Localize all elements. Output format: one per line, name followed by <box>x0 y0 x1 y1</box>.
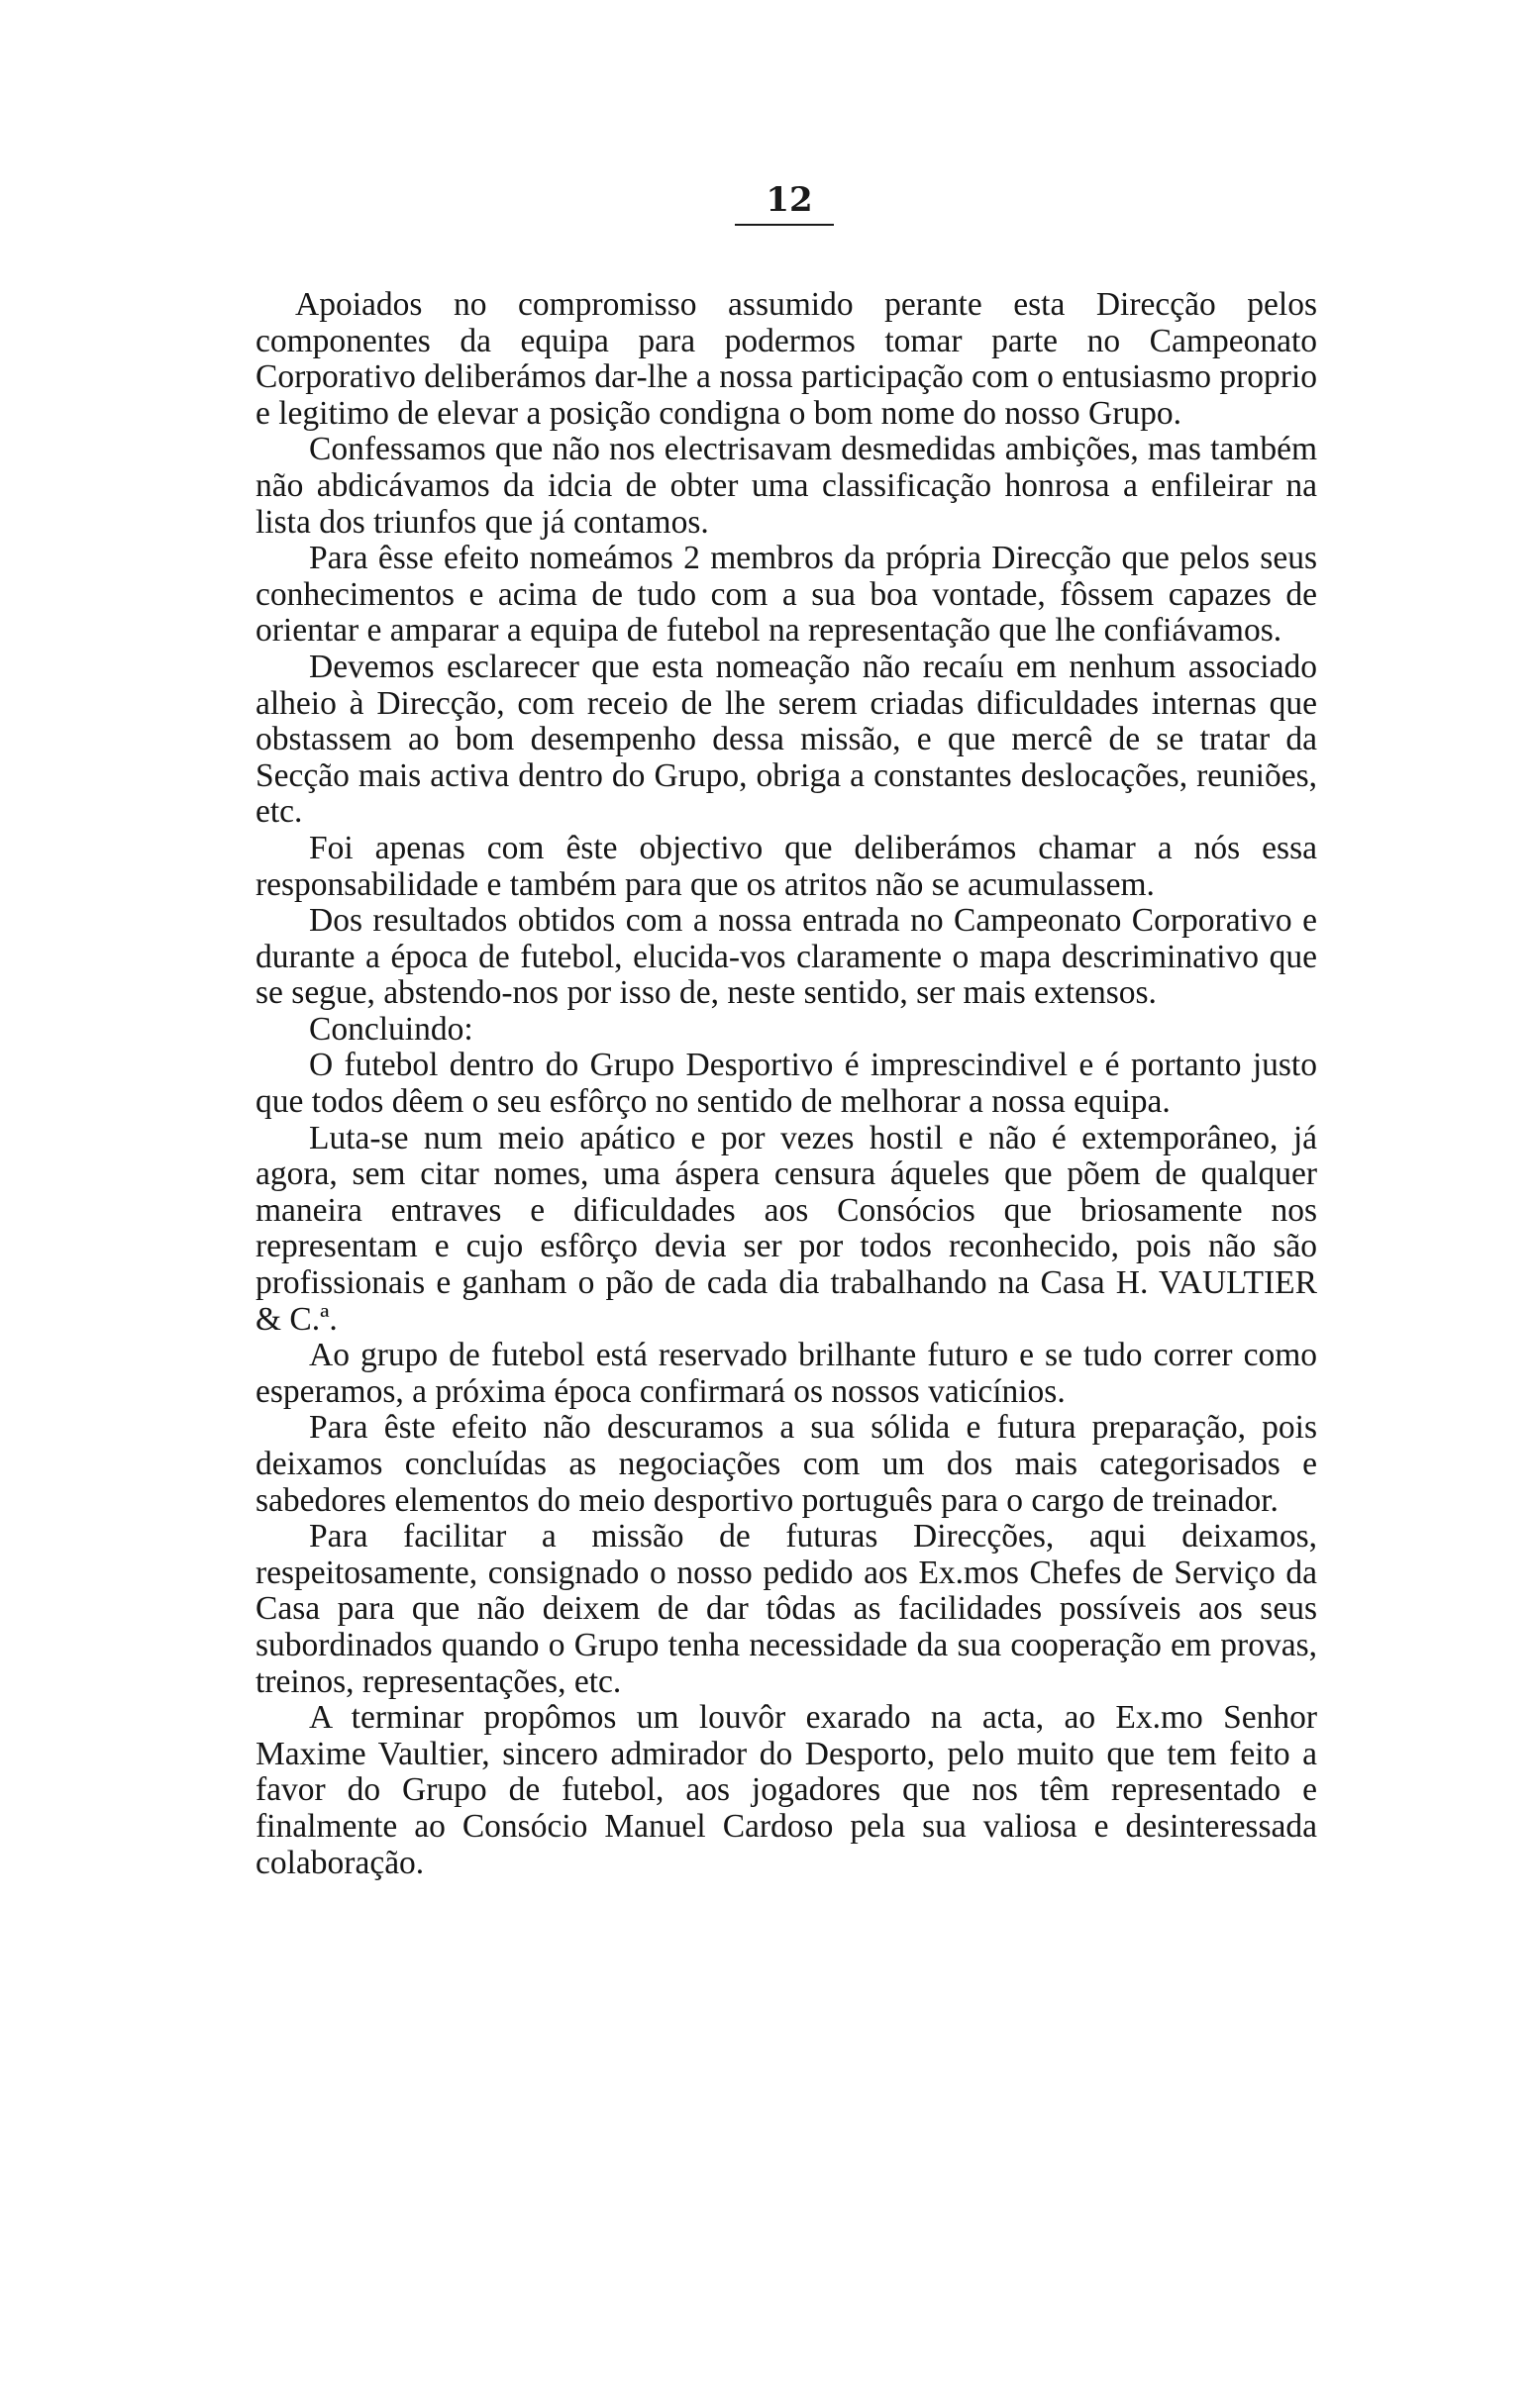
report-body <box>256 287 1317 1881</box>
paragraph-future: Ao grupo de futebol está reservado brilhante futuro e se tudo correr como esperamos, a próxima época confirmará os nossos vaticínios. <box>256 1337 1317 1410</box>
paragraph-football-essential: O futebol dentro do Grupo Desportivo é imprescindivel e é portanto justo que todos dêem o seu esfôrço no sentido de melhorar a nossa equipa. <box>256 1047 1317 1121</box>
paragraph-praise: A terminar propômos um louvôr exarado na acta, ao Ex.mo Senhor Maxime Vaultier, sincero admirador do Desporto, pelo muito que tem feito a favor do Grupo de futebol, aos jogadores que nos têm representado e finalmente ao Consócio Manuel Cardoso pela sua valiosa e desinteressada colaboração. <box>256 1699 1317 1881</box>
paragraph-members-appointed: Para êsse efeito nomeámos 2 membros da própria Direcção que pelos seus conhecimentos e acima de tudo com a sua boa vontade, fôssem capazes de orientar e amparar a equipa de futebol na representação que lhe confiávamos. <box>256 540 1317 650</box>
paragraph-participation: Apoiados no compromisso assumido perante esta Direcção pelos componentes da equipa para podermos tomar parte no Campeonato Corporativo deliberámos dar-lhe a nossa participação com o entusiasmo proprio e legitimo de elevar a posição condigna o bom nome do nosso Grupo. <box>256 286 1317 432</box>
paragraph-clarification: Devemos esclarecer que esta nomeação não recaíu em nenhum associado alheio à Direcção, com receio de lhe serem criadas dificuldades internas que obstassem ao bom desempenho dessa missão, e que mercê de se tratar da Secção mais activa dentro do Grupo, obriga a constantes deslocações, reuniões, etc. <box>256 648 1317 831</box>
paragraph-trainer: Para êste efeito não descuramos a sua sólida e futura preparação, pois deixamos concluídas as negociações com um dos mais categorisados e sabedores elementos do meio desportivo português para o cargo de treinador. <box>256 1409 1317 1519</box>
page-number: 12 <box>766 180 813 220</box>
paragraph-request: Para facilitar a missão de futuras Direcções, aqui deixamos, respeitosamente, consignado o nosso pedido aos Ex.mos Chefes de Serviço da Casa para que não deixem de dar tôdas as facilidades possíveis aos seus subordinados quando o Grupo tenha necessidade da sua cooperação em provas, treinos, representações, etc. <box>256 1518 1317 1700</box>
paragraph-concluding: Concluindo: <box>309 1010 473 1048</box>
page-number-underline <box>735 224 834 226</box>
paragraph-ambitions: Confessamos que não nos electrisavam desmedidas ambições, mas também não abdicávamos da idcia de obter uma classificação honrosa a enfileirar na lista dos triunfos que já contamos. <box>256 431 1317 541</box>
paragraph-objective: Foi apenas com êste objectivo que deliberámos chamar a nós essa responsabilidade e também para que os atritos não se acumulassem. <box>256 829 1317 903</box>
paragraph-results: Dos resultados obtidos com a nossa entrada no Campeonato Corporativo e durante a época de futebol, elucida-vos claramente o mapa descriminativo que se segue, abstendo-nos por isso de, neste sentido, ser mais extensos. <box>256 902 1317 1012</box>
paragraph-censure: Luta-se num meio apático e por vezes hostil e não é extemporâneo, já agora, sem citar nomes, uma áspera censura áqueles que põem de qualquer maneira entraves e dificuldades aos Consócios que briosamente nos representam e cujo esfôrço devia ser por todos reconhecido, pois não são profissionais e ganham o pão de cada dia trabalhando na Casa H. VAULTIER & C.ª. <box>256 1119 1317 1338</box>
